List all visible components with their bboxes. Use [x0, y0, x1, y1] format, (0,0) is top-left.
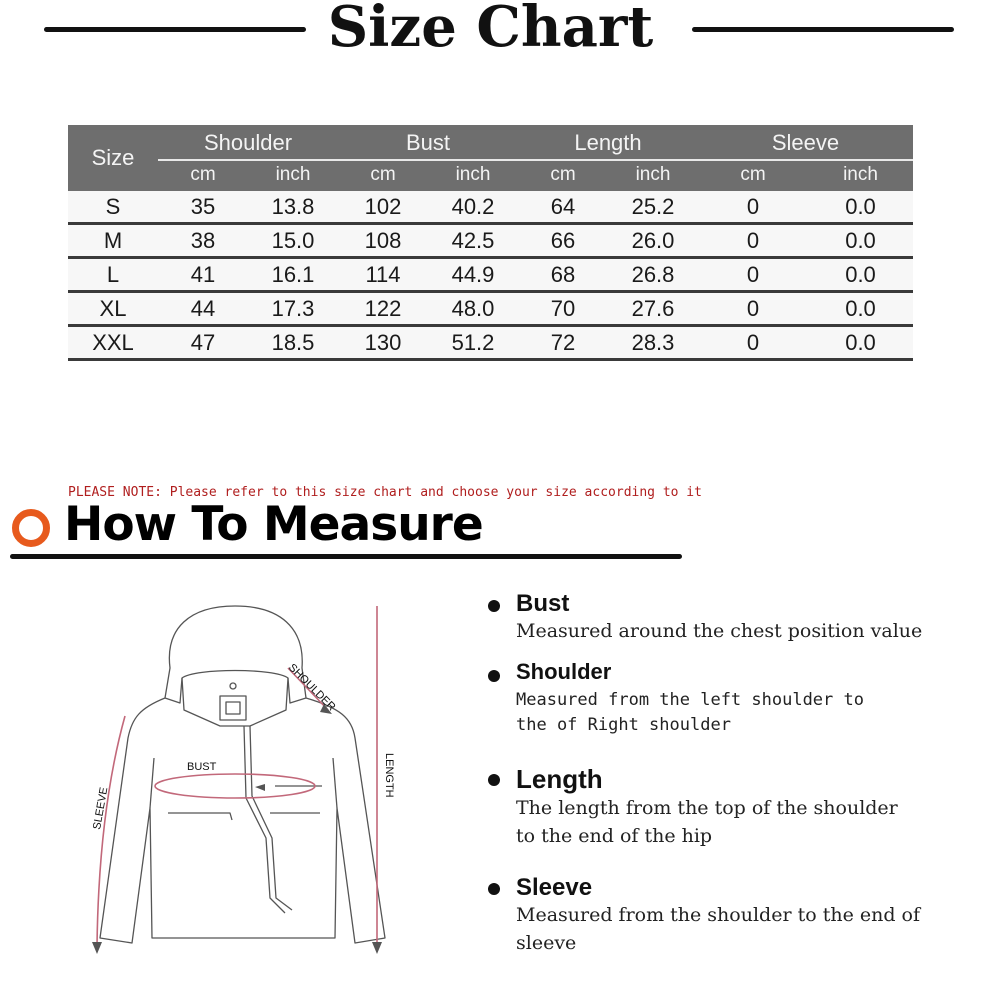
unit-header: cm — [190, 164, 216, 185]
table-cell: 28.3 — [631, 329, 675, 355]
bullet-icon — [488, 670, 500, 682]
diagram-label-bust: BUST — [187, 761, 217, 773]
size-note: PLEASE NOTE: Please refer to this size chart and choose your size according to it — [68, 485, 702, 500]
group-header-shoulder: Shoulder — [203, 130, 293, 155]
table-cell: 48.0 — [451, 295, 495, 321]
measure-title: Sleeve — [516, 874, 593, 901]
circle-bullet-icon — [12, 509, 50, 547]
table-cell: 40.2 — [451, 193, 495, 219]
diagram-label-length: LENGTH — [383, 753, 395, 798]
table-cell: 64 — [550, 193, 576, 219]
table-row — [68, 327, 913, 361]
table-row — [68, 259, 913, 293]
group-header-bust: Bust — [405, 130, 451, 155]
table-cell: 68 — [550, 261, 576, 287]
table-row — [68, 293, 913, 327]
table-cell: 130 — [364, 329, 402, 355]
how-to-measure-rule — [10, 554, 682, 559]
table-body — [68, 191, 913, 361]
table-cell: 0 — [746, 329, 760, 355]
table-cell: 26.8 — [631, 261, 675, 287]
table-cell: 102 — [364, 193, 402, 219]
bullet-icon — [488, 774, 500, 786]
unit-header: cm — [370, 164, 396, 185]
table-cell: 0.0 — [845, 193, 876, 219]
table-cell: 42.5 — [451, 227, 495, 253]
table-cell: 0 — [746, 295, 760, 321]
size-cell: L — [106, 261, 120, 287]
measure-title: Shoulder — [516, 659, 612, 684]
table-cell: 108 — [364, 227, 402, 253]
table-cell: 17.3 — [271, 295, 315, 321]
table-cell: 0 — [746, 227, 760, 253]
table-header — [68, 125, 913, 191]
size-cell: S — [105, 193, 121, 219]
table-cell: 13.8 — [271, 193, 315, 219]
table-cell: 15.0 — [271, 227, 315, 253]
table-cell: 122 — [364, 295, 402, 321]
size-cell: XXL — [92, 329, 134, 355]
table-cell: 25.2 — [631, 193, 675, 219]
table-cell: 0.0 — [845, 295, 876, 321]
measure-description: The length from the top of the shoulder to the end of the hip — [516, 797, 898, 847]
group-header-length: Length — [574, 130, 642, 155]
size-cell: M — [103, 227, 123, 253]
diagram-label-shoulder: SHOULDER — [285, 661, 338, 714]
table-cell: 0.0 — [845, 227, 876, 253]
zipper — [244, 726, 285, 913]
table-cell: 66 — [550, 227, 576, 253]
table-cell: 70 — [550, 295, 576, 321]
table-cell: 0 — [746, 261, 760, 287]
table-row — [68, 191, 913, 225]
table-cell: 16.1 — [271, 261, 315, 287]
table-cell: 41 — [190, 261, 216, 287]
collar-patch — [220, 696, 246, 720]
measure-title: Bust — [516, 590, 570, 617]
jacket-body — [100, 698, 385, 943]
table-cell: 44.9 — [451, 261, 495, 287]
table-cell: 18.5 — [271, 329, 315, 355]
table-cell: 26.0 — [631, 227, 675, 253]
unit-header: inch — [455, 164, 491, 185]
size-table — [68, 125, 913, 361]
table-cell: 72 — [550, 329, 576, 355]
unit-header: inch — [635, 164, 671, 185]
table-cell: 0.0 — [845, 261, 876, 287]
how-to-measure-title: How To Measure — [64, 497, 483, 552]
bullet-icon — [488, 600, 500, 612]
table-cell: 47 — [190, 329, 216, 355]
table-cell: 27.6 — [631, 295, 675, 321]
measure-description: Measured from the left shoulder to the of Right shoulder — [516, 690, 864, 735]
unit-header: cm — [550, 164, 576, 185]
table-row — [68, 225, 913, 259]
table-cell: 38 — [190, 227, 216, 253]
measure-description: Measured from the shoulder to the end of sleeve — [516, 904, 921, 954]
jacket-diagram — [70, 598, 410, 968]
bullet-icon — [488, 883, 500, 895]
group-header-sleeve: Sleeve — [771, 130, 840, 155]
table-cell: 0 — [746, 193, 760, 219]
measure-title: Length — [516, 764, 603, 794]
table-cell: 0.0 — [845, 329, 876, 355]
table-cell: 35 — [190, 193, 216, 219]
table-cell: 114 — [365, 261, 401, 287]
table-cell: 51.2 — [451, 329, 495, 355]
page-title: Size Chart — [327, 0, 654, 60]
size-cell: XL — [99, 295, 127, 321]
size-column-header: Size — [91, 145, 135, 170]
diagram-label-sleeve: SLEEVE — [91, 786, 111, 831]
measure-description: Measured around the chest position value — [516, 620, 923, 642]
unit-header: inch — [275, 164, 311, 185]
unit-header: cm — [740, 164, 766, 185]
table-cell: 44 — [190, 295, 216, 321]
unit-header: inch — [843, 164, 878, 185]
